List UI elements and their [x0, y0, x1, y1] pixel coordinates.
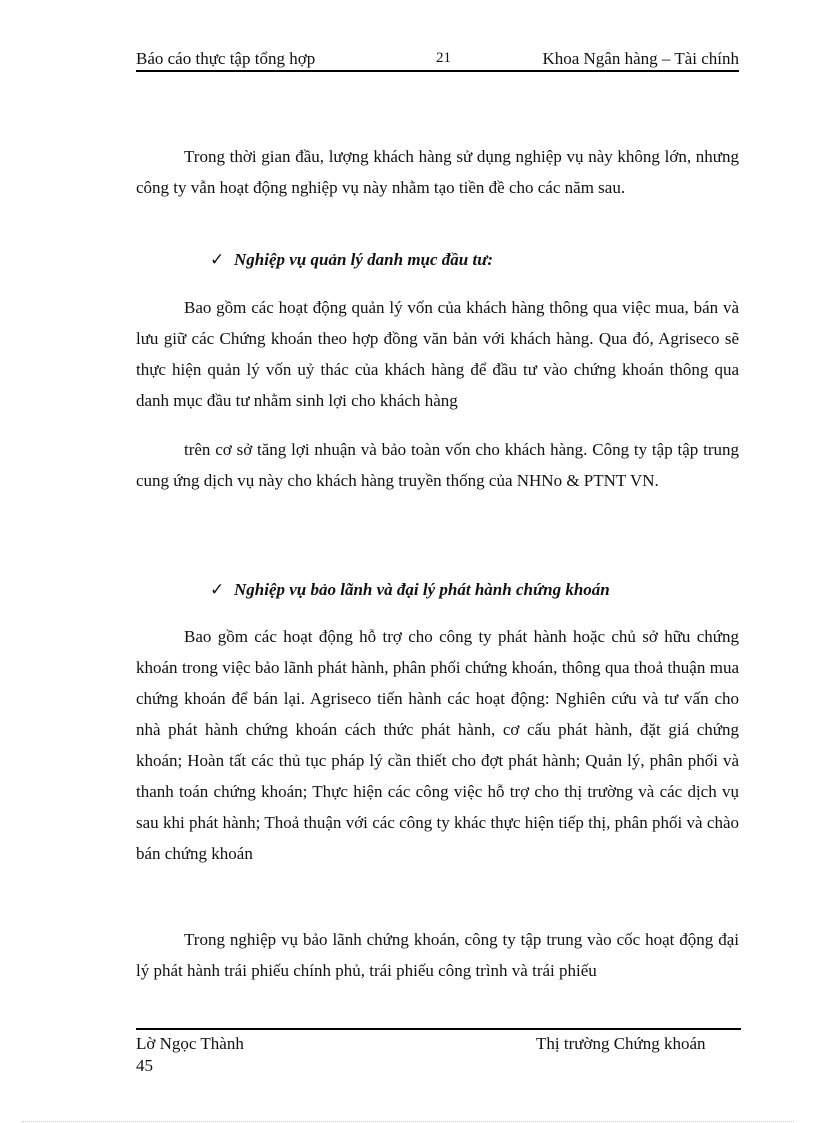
check-icon: ✓: [210, 250, 225, 270]
footer-subject: Thị trường Chứng khoán: [536, 1034, 706, 1053]
paragraph-intro: Trong thời gian đầu, lượng khách hàng sử dụng nghiệp vụ này không lớn, nhưng công ty vẫn hoạt động nghiệp vụ này nhằm tạo tiền đề cho các năm sau.: [136, 147, 739, 197]
check-icon: ✓: [210, 580, 225, 600]
heading-underwriting: ✓ Nghiệp vụ bảo lãnh và đại lý phát hành chứng khoán: [210, 580, 610, 600]
paragraph-underwriting-description: Bao gồm các hoạt động hỗ trợ cho công ty phát hành hoặc chủ sở hữu chứng khoán trong việc bảo lãnh phát hành, phân phối chứng khoán, thông qua thoả thuận mua chứng khoán để bán lại. Agriseco tiến hành các hoạt động: Nghiên cứu và tư vấn cho nhà phát hành chứng khoán cách thức phát hành, cơ cấu phát hành, đặt giá chứng khoán; Hoàn tất các thủ tục pháp lý cần thiết cho đợt phát hành; Quản lý, phân phối và thanh toán chứng khoán; Thực hiện các công việc hỗ trợ cho thị trường và các dịch vụ sau khi phát hành; Thoả thuận với các công ty khác thực hiện tiếp thị, phân phối và chào bán chứng khoán: [136, 627, 739, 863]
header-page-number: 21: [436, 50, 451, 66]
paragraph-portfolio-description: Bao gồm các hoạt động quản lý vốn của khách hàng thông qua việc mua, bán và lưu giữ các Chứng khoán theo hợp đồng văn bản với khách hàng. Qua đó, Agriseco sẽ thực hiện quản lý vốn uỷ thác của khách hàng để đầu tư vào chứng khoán thông qua danh mục đầu tư nhằm sinh lợi cho khách hàng: [136, 298, 739, 410]
header-faculty: Khoa Ngân hàng – Tài chính: [542, 49, 739, 68]
footer-class-number: 45: [136, 1056, 153, 1075]
paragraph-underwriting-focus: Trong nghiệp vụ bảo lãnh chứng khoán, công ty tập trung vào cốc hoạt động đại lý phát hành trái phiếu chính phủ, trái phiếu công trình và trái phiếu: [136, 930, 739, 980]
paragraph-portfolio-continued: trên cơ sở tăng lợi nhuận và bảo toàn vốn cho khách hàng. Công ty tập tập trung cung ứng dịch vụ này cho khách hàng truyền thống của NHNo & PTNT VN.: [136, 440, 739, 490]
header-report-title: Báo cáo thực tập tổng hợp: [136, 49, 316, 68]
footer-divider: [136, 1028, 741, 1030]
page-header: [136, 46, 739, 72]
page-bottom-edge: [22, 1121, 794, 1122]
footer-author: Lờ Ngọc Thành: [136, 1034, 244, 1053]
heading-portfolio-management: ✓ Nghiệp vụ quản lý danh mục đầu tư:: [210, 250, 494, 270]
